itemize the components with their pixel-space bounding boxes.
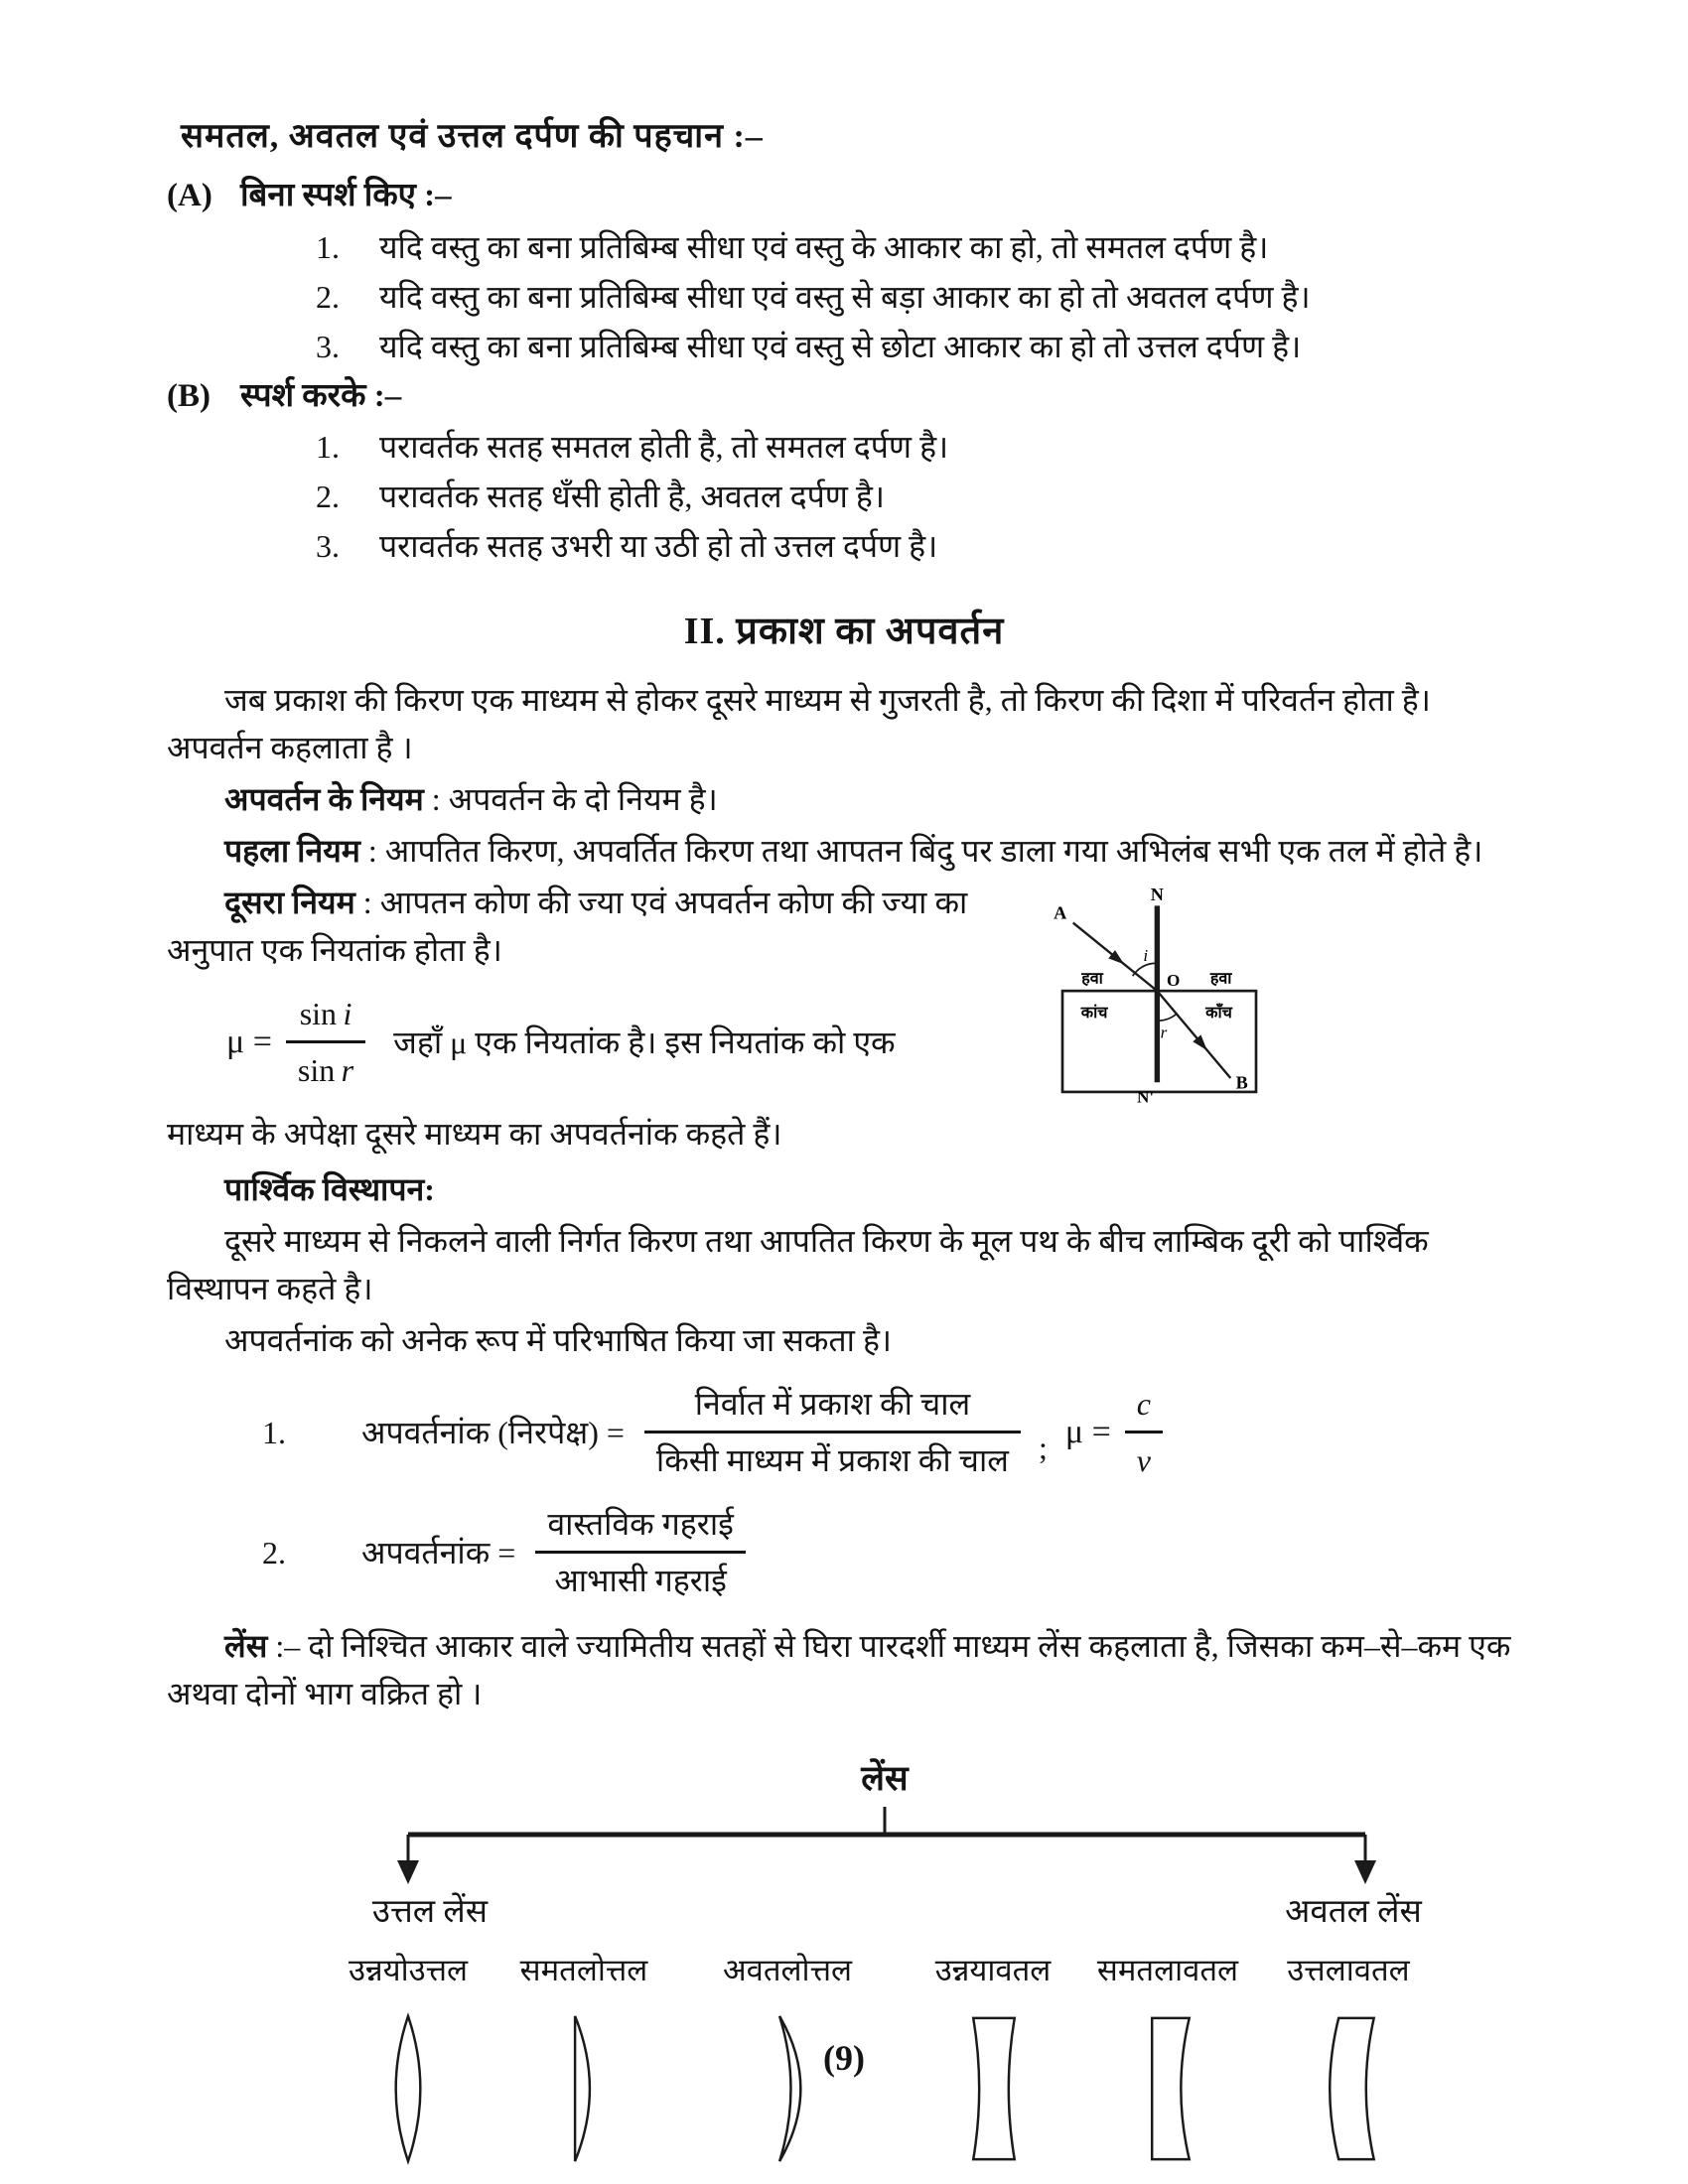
label-a: A xyxy=(1054,902,1067,923)
label-glass-left: कांच xyxy=(1080,1004,1108,1022)
tree-root-label: लेंस xyxy=(861,1759,909,1798)
label-air-left: हवा xyxy=(1081,970,1103,988)
angle-i-var: i xyxy=(343,996,352,1031)
group-a-label: (A) xyxy=(167,178,212,213)
angle-r-var: r xyxy=(341,1052,354,1088)
label-n-top: N xyxy=(1150,885,1164,905)
lens-type-label: उत्तलावतल xyxy=(1287,1953,1410,1987)
lens-definition xyxy=(167,1622,1521,1717)
item-number: 1. xyxy=(316,429,340,465)
concave-lens-branch: अवतल लेंस xyxy=(1285,1894,1422,1930)
lens-type-convexo-concave xyxy=(1229,1948,1468,2180)
lateral-text: दूसरे माध्यम से निकलने वाली निर्गत किरण तथा आपतित किरण के मूल पथ के बीच लाम्बिक दूरी को पार्श्विक विस्थापन कहते है। xyxy=(167,1223,1429,1306)
lens-lead: लेंस xyxy=(224,1628,268,1664)
refraction-intro: जब प्रकाश की किरण एक माध्यम से होकर दूसरे माध्यम से गुजरती है, तो किरण की दिशा में परिवर्तन होता है। अपवर्तन कहलाता है । xyxy=(167,682,1431,765)
lateral-heading-line xyxy=(167,1165,1521,1213)
label-o: O xyxy=(1167,970,1181,990)
definition-number: 2. xyxy=(262,1534,286,1570)
plano-concave-lens-icon xyxy=(1128,2010,1207,2167)
group-b-title-text: स्पर्श करके :– xyxy=(240,377,402,414)
refraction-diagram xyxy=(1048,885,1271,1108)
lens-type-label: समतलोत्तल xyxy=(519,1953,648,1987)
label-b: B xyxy=(1235,1072,1248,1093)
biconvex-lens-icon xyxy=(368,2010,448,2167)
list-item xyxy=(167,473,1521,520)
first-law-heading: पहला नियम xyxy=(224,833,360,869)
lens-intro-text: :– दो निश्चित आकार वाले ज्यामितीय सतहों से घिरा पारदर्शी माध्यम लेंस कहलाता है, जिसका कम–से–कम एक अथवा दोनों भाग वक्रित हो । xyxy=(167,1628,1511,1711)
definition-2 xyxy=(226,1500,1521,1604)
label-air-right: हवा xyxy=(1209,970,1232,988)
c-var: c xyxy=(1125,1380,1163,1433)
fraction-numerator: वास्तविक गहराई xyxy=(535,1500,746,1554)
formula-after-text: जहाँ μ एक नियतांक है। इस नियतांक को एक xyxy=(393,1024,896,1060)
definition-label: अपवर्तनांक (निरपेक्ष) = xyxy=(361,1414,625,1450)
item-number: 1. xyxy=(316,228,340,265)
mu-continuation: माध्यम के अपेक्षा दूसरे माध्यम का अपवर्तनांक कहते हैं। xyxy=(167,1116,782,1152)
group-b-label: (B) xyxy=(167,377,211,414)
angle-r-arc xyxy=(1157,1014,1177,1022)
lens-type-plano-convex xyxy=(465,1948,703,2180)
item-text: यदि वस्तु का बना प्रतिबिम्ब सीधा एवं वस्तु के आकार का हो, तो समतल दर्पण है। xyxy=(379,228,1269,265)
snell-formula xyxy=(226,990,1022,1094)
page-number: (9) xyxy=(823,2038,865,2078)
plano-convex-lens-icon xyxy=(544,2010,624,2167)
group-a-title-text: बिना स्पर्श किए :– xyxy=(240,178,452,213)
item-text: परावर्तक सतह धँसी होती है, अवतल दर्पण है। xyxy=(379,478,886,514)
sin-fraction xyxy=(286,990,365,1094)
lateral-heading: पार्श्विक विस्थापन: xyxy=(224,1171,435,1207)
laws-line xyxy=(167,775,1521,823)
lens-type-concavo-convex xyxy=(668,1948,907,2180)
list-item xyxy=(167,423,1521,471)
definition-label: अपवर्तनांक = xyxy=(361,1534,516,1570)
item-text: परावर्तक सतह समतल होती है, तो समतल दर्पण है। xyxy=(379,429,949,465)
tree-branches xyxy=(167,1888,1521,1938)
definitions-intro: अपवर्तनांक को अनेक रूप में परिभाषित किया जा सकता है। xyxy=(224,1322,893,1358)
label-i: i xyxy=(1143,946,1149,966)
group-b xyxy=(167,372,1521,571)
group-a-title xyxy=(167,172,1521,221)
fraction-numerator: निर्वात में प्रकाश की चाल xyxy=(644,1380,1021,1433)
item-number: 3. xyxy=(316,328,340,364)
fraction-denominator: किसी माध्यम में प्रकाश की चाल xyxy=(655,1442,1009,1478)
separator: ; xyxy=(1038,1429,1048,1465)
right-arrowhead xyxy=(1354,1860,1376,1884)
list-item xyxy=(167,522,1521,570)
first-law-line xyxy=(167,827,1521,875)
second-law-line xyxy=(167,879,1521,974)
lens-type-label: उन्नयोउत्तल xyxy=(348,1953,469,1987)
label-n-bottom: N' xyxy=(1137,1087,1155,1107)
second-law-heading: दूसरा नियम xyxy=(224,885,355,920)
convexo-concave-lens-icon xyxy=(1309,2010,1388,2167)
mu-symbol: μ = xyxy=(226,1024,272,1060)
lens-classification-tree xyxy=(167,1753,1521,1938)
mirror-identification-heading: समतल, अवतल एवं उत्तल दर्पण की पहचान :– xyxy=(181,118,764,155)
laws-text: : अपवर्तन के दो नियम है। xyxy=(423,781,718,817)
convex-lens-branch: उत्तल लेंस xyxy=(371,1894,489,1930)
laws-heading: अपवर्तन के नियम xyxy=(224,781,424,817)
item-number: 2. xyxy=(316,278,340,315)
group-b-title xyxy=(167,372,1521,422)
item-text: परावर्तक सतह उभरी या उठी हो तो उत्तल दर्पण है। xyxy=(379,528,938,564)
left-arrowhead xyxy=(397,1860,419,1884)
mu-symbol: μ = xyxy=(1064,1414,1111,1450)
v-var: v xyxy=(1136,1442,1151,1478)
item-number: 2. xyxy=(316,478,340,514)
list-item xyxy=(167,223,1521,271)
second-law-text: : आपतन कोण की ज्या एवं अपवर्तन कोण की ज्या का अनुपात एक नियतांक होता है। xyxy=(167,885,968,968)
depth-fraction xyxy=(535,1500,746,1604)
tree-root-row xyxy=(167,1753,1521,1805)
sin-denominator xyxy=(286,1043,365,1094)
second-law-block xyxy=(167,879,1521,1158)
label-r: r xyxy=(1160,1023,1168,1042)
speed-fraction xyxy=(644,1380,1021,1484)
label-glass-right: काँच xyxy=(1205,1004,1232,1022)
refraction-section-heading: II. प्रकाश का अपवर्तन xyxy=(683,611,1005,652)
definition-1 xyxy=(226,1380,1521,1484)
item-text: यदि वस्तु का बना प्रतिबिम्ब सीधा एवं वस्तु से छोटा आकार का हो तो उत्तल दर्पण है। xyxy=(379,328,1302,364)
lens-type-label: अवतलोत्तल xyxy=(722,1953,853,1987)
definition-number: 1. xyxy=(262,1414,286,1450)
item-number: 3. xyxy=(316,528,340,564)
sin-word: sin xyxy=(297,1052,336,1088)
sin-numerator xyxy=(286,990,365,1043)
concavo-convex-lens-icon xyxy=(748,2010,827,2167)
cv-fraction xyxy=(1125,1380,1163,1484)
lens-type-label: समतलावतल xyxy=(1096,1953,1239,1987)
list-item xyxy=(167,323,1521,370)
item-text: यदि वस्तु का बना प्रतिबिम्ब सीधा एवं वस्तु से बड़ा आकार का हो तो अवतल दर्पण है। xyxy=(379,278,1311,315)
lens-type-label: उन्नयावतल xyxy=(934,1953,1052,1987)
group-a xyxy=(167,172,1521,370)
first-law-text: : आपतित किरण, अपवर्तित किरण तथा आपतन बिंदु पर डाला गया अभिलंब सभी एक तल में होते है। xyxy=(359,833,1483,869)
list-item xyxy=(167,273,1521,321)
tree-connector xyxy=(167,1805,1517,1888)
fraction-denominator: आभासी गहराई xyxy=(554,1563,727,1598)
biconcave-lens-icon xyxy=(953,2010,1033,2167)
sin-word: sin xyxy=(299,996,338,1031)
